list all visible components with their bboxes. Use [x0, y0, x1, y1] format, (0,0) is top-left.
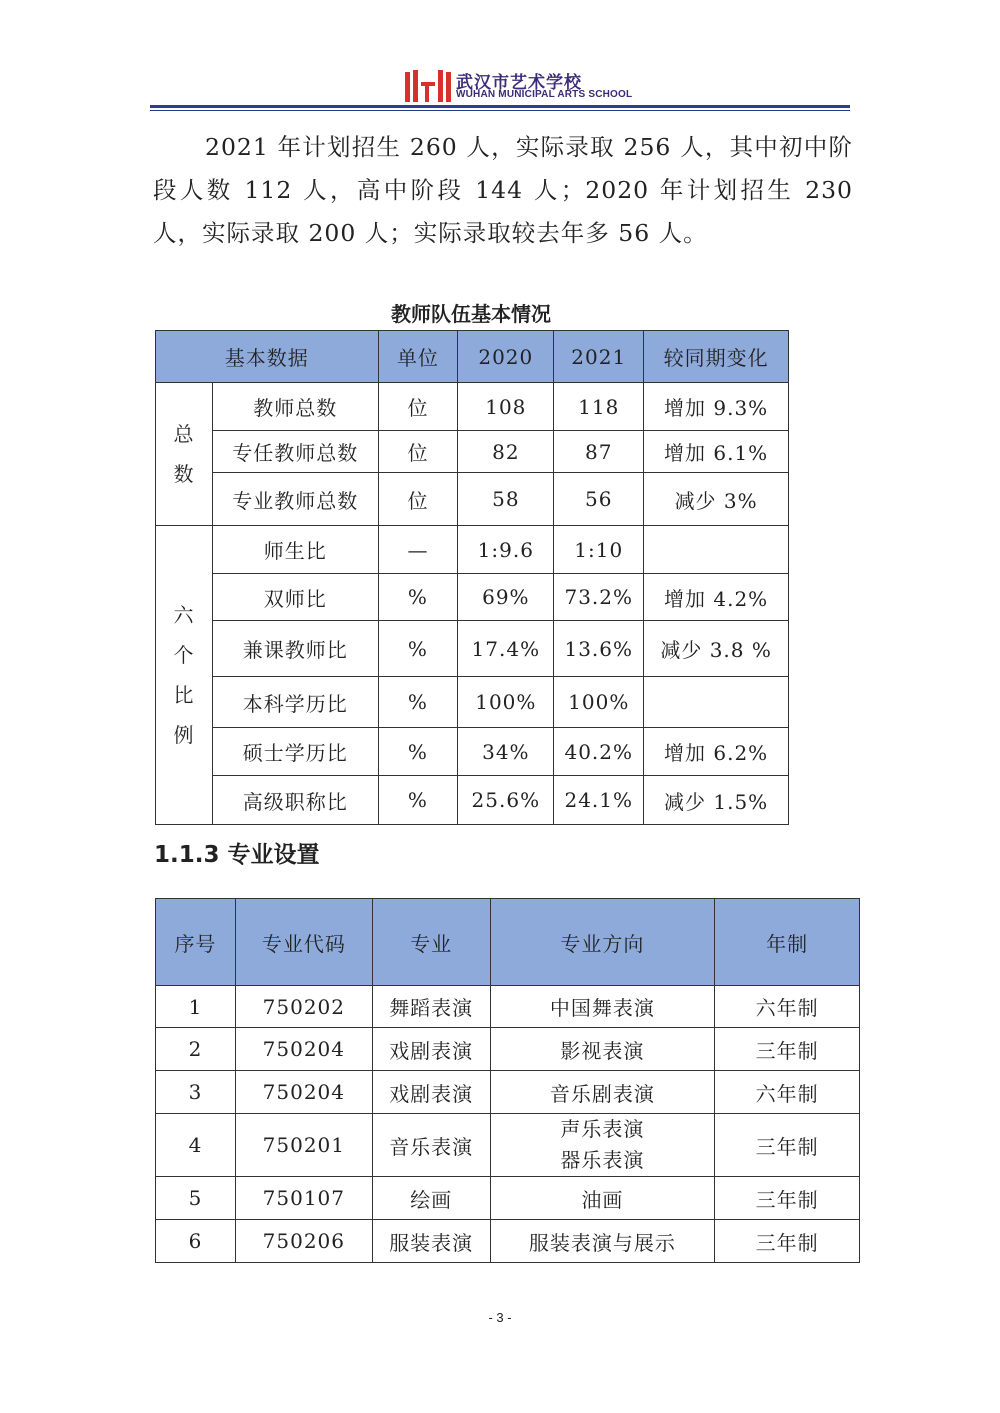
- table-cell: 教师总数: [212, 383, 378, 431]
- group-label: 总数: [173, 422, 195, 486]
- table-cell: 六年制: [715, 986, 860, 1028]
- header-cell: 序号: [156, 899, 236, 986]
- group-label: 六个比例: [173, 603, 195, 747]
- table-cell: %: [378, 574, 458, 621]
- major-table: [155, 898, 860, 1263]
- table-cell: [644, 677, 789, 728]
- table-row: [156, 776, 789, 825]
- section-title: 1.1.3 专业设置: [154, 842, 320, 868]
- table-cell: 3: [156, 1071, 236, 1114]
- table-cell: 绘画: [372, 1177, 490, 1220]
- teacher-table-header-row: [156, 331, 789, 383]
- header-cell: 专业方向: [490, 899, 715, 986]
- table-cell: 音乐剧表演: [490, 1071, 715, 1114]
- table-cell: 专业教师总数: [212, 473, 378, 526]
- table-cell: 750201: [235, 1114, 372, 1177]
- table-cell: 6: [156, 1220, 236, 1263]
- table-cell: 双师比: [212, 574, 378, 621]
- table-cell: 舞蹈表演: [372, 986, 490, 1028]
- table-cell: 4: [156, 1114, 236, 1177]
- table-cell: 六年制: [715, 1071, 860, 1114]
- table-cell: 中国舞表演: [490, 986, 715, 1028]
- table-row: [156, 677, 789, 728]
- table-cell: 位: [378, 383, 458, 431]
- table-cell: 影视表演: [490, 1028, 715, 1071]
- table-cell: 58: [458, 473, 554, 526]
- table-cell: 服装表演: [372, 1220, 490, 1263]
- table-cell: 增加 6.2%: [644, 728, 789, 776]
- school-logo-icon: [405, 70, 451, 102]
- school-name-cn: 武汉市艺术学校: [456, 73, 582, 93]
- table-cell: 增加 6.1%: [644, 431, 789, 473]
- header-cell: 年制: [715, 899, 860, 986]
- major-table-header-row: [156, 899, 860, 986]
- table-cell: 13.6%: [554, 621, 644, 677]
- table-row: [156, 383, 789, 431]
- table-cell: %: [378, 776, 458, 825]
- table-cell: 82: [458, 431, 554, 473]
- table-cell: 87: [554, 431, 644, 473]
- table-cell: 本科学历比: [212, 677, 378, 728]
- table-cell: 兼课教师比: [212, 621, 378, 677]
- school-name-en: WUHAN MUNICIPAL ARTS SCHOOL: [456, 89, 633, 100]
- header-cell: 单位: [378, 331, 458, 383]
- table-cell: 118: [554, 383, 644, 431]
- table-cell: 750204: [235, 1028, 372, 1071]
- table-cell: 1: [156, 986, 236, 1028]
- page-number: - 3 -: [488, 1310, 512, 1325]
- header-cell: 2020: [458, 331, 554, 383]
- table-cell: 73.2%: [554, 574, 644, 621]
- table-cell: 三年制: [715, 1114, 860, 1177]
- table-row: [156, 728, 789, 776]
- table-cell: 戏剧表演: [372, 1071, 490, 1114]
- table-row: [156, 473, 789, 526]
- page-header: [150, 66, 850, 110]
- table-cell: 油画: [490, 1177, 715, 1220]
- header-cell: 专业: [372, 899, 490, 986]
- table-cell: 专任教师总数: [212, 431, 378, 473]
- table-cell: 位: [378, 473, 458, 526]
- table-cell: 减少 3.8 %: [644, 621, 789, 677]
- table-cell: 声乐表演 器乐表演: [490, 1114, 715, 1177]
- table-cell: 增加 4.2%: [644, 574, 789, 621]
- header-cell: 较同期变化: [644, 331, 789, 383]
- table-cell: 100%: [458, 677, 554, 728]
- header-cell: 2021: [554, 331, 644, 383]
- table-cell: %: [378, 677, 458, 728]
- enrollment-paragraph: [153, 126, 853, 255]
- table-cell: 17.4%: [458, 621, 554, 677]
- table-cell: 音乐表演: [372, 1114, 490, 1177]
- table-cell: 69%: [458, 574, 554, 621]
- table-row: [156, 621, 789, 677]
- table-cell: 三年制: [715, 1028, 860, 1071]
- table-cell: [644, 526, 789, 574]
- header-rule-thin: [150, 110, 850, 111]
- table-cell: 服装表演与展示: [490, 1220, 715, 1263]
- teacher-table: [155, 330, 789, 825]
- table-cell: 750206: [235, 1220, 372, 1263]
- table-cell: 减少 1.5%: [644, 776, 789, 825]
- table-cell: 戏剧表演: [372, 1028, 490, 1071]
- table-cell: 56: [554, 473, 644, 526]
- table-cell: 增加 9.3%: [644, 383, 789, 431]
- table-cell: 三年制: [715, 1177, 860, 1220]
- table-cell: 750107: [235, 1177, 372, 1220]
- table-cell: 三年制: [715, 1220, 860, 1263]
- group-label-cell: [156, 526, 213, 825]
- table-row: [156, 1028, 860, 1071]
- table-cell: %: [378, 621, 458, 677]
- table-row: [156, 431, 789, 473]
- table-cell: %: [378, 728, 458, 776]
- table-row: [156, 1071, 860, 1114]
- table-cell: 108: [458, 383, 554, 431]
- table-cell: 34%: [458, 728, 554, 776]
- table-cell: 硕士学历比: [212, 728, 378, 776]
- group-label-cell: [156, 383, 213, 526]
- table-cell: 1:10: [554, 526, 644, 574]
- table-row: [156, 986, 860, 1028]
- table-cell: 减少 3%: [644, 473, 789, 526]
- table-cell: 师生比: [212, 526, 378, 574]
- table-cell: 40.2%: [554, 728, 644, 776]
- table-cell: 25.6%: [458, 776, 554, 825]
- table-cell: 位: [378, 431, 458, 473]
- teacher-table-caption: 教师队伍基本情况: [391, 302, 551, 326]
- table-cell: 2: [156, 1028, 236, 1071]
- table-row: [156, 1177, 860, 1220]
- header-cell: 基本数据: [156, 331, 379, 383]
- table-cell: 高级职称比: [212, 776, 378, 825]
- table-row: [156, 574, 789, 621]
- table-row: [156, 1220, 860, 1263]
- paragraph-text: 2021 年计划招生 260 人，实际录取 256 人，其中初中阶段人数 112 人，高中阶段 144 人；2020 年计划招生 230 人，实际录取 200 人；实际录取较去年多 56 人。: [153, 133, 853, 247]
- table-cell: —: [378, 526, 458, 574]
- header-cell: 专业代码: [235, 899, 372, 986]
- table-cell: 750202: [235, 986, 372, 1028]
- table-cell: 5: [156, 1177, 236, 1220]
- table-row: [156, 526, 789, 574]
- table-cell: 24.1%: [554, 776, 644, 825]
- table-cell: 100%: [554, 677, 644, 728]
- table-cell: 750204: [235, 1071, 372, 1114]
- table-cell: 1:9.6: [458, 526, 554, 574]
- table-row: [156, 1114, 860, 1177]
- header-rule-thick: [150, 105, 850, 108]
